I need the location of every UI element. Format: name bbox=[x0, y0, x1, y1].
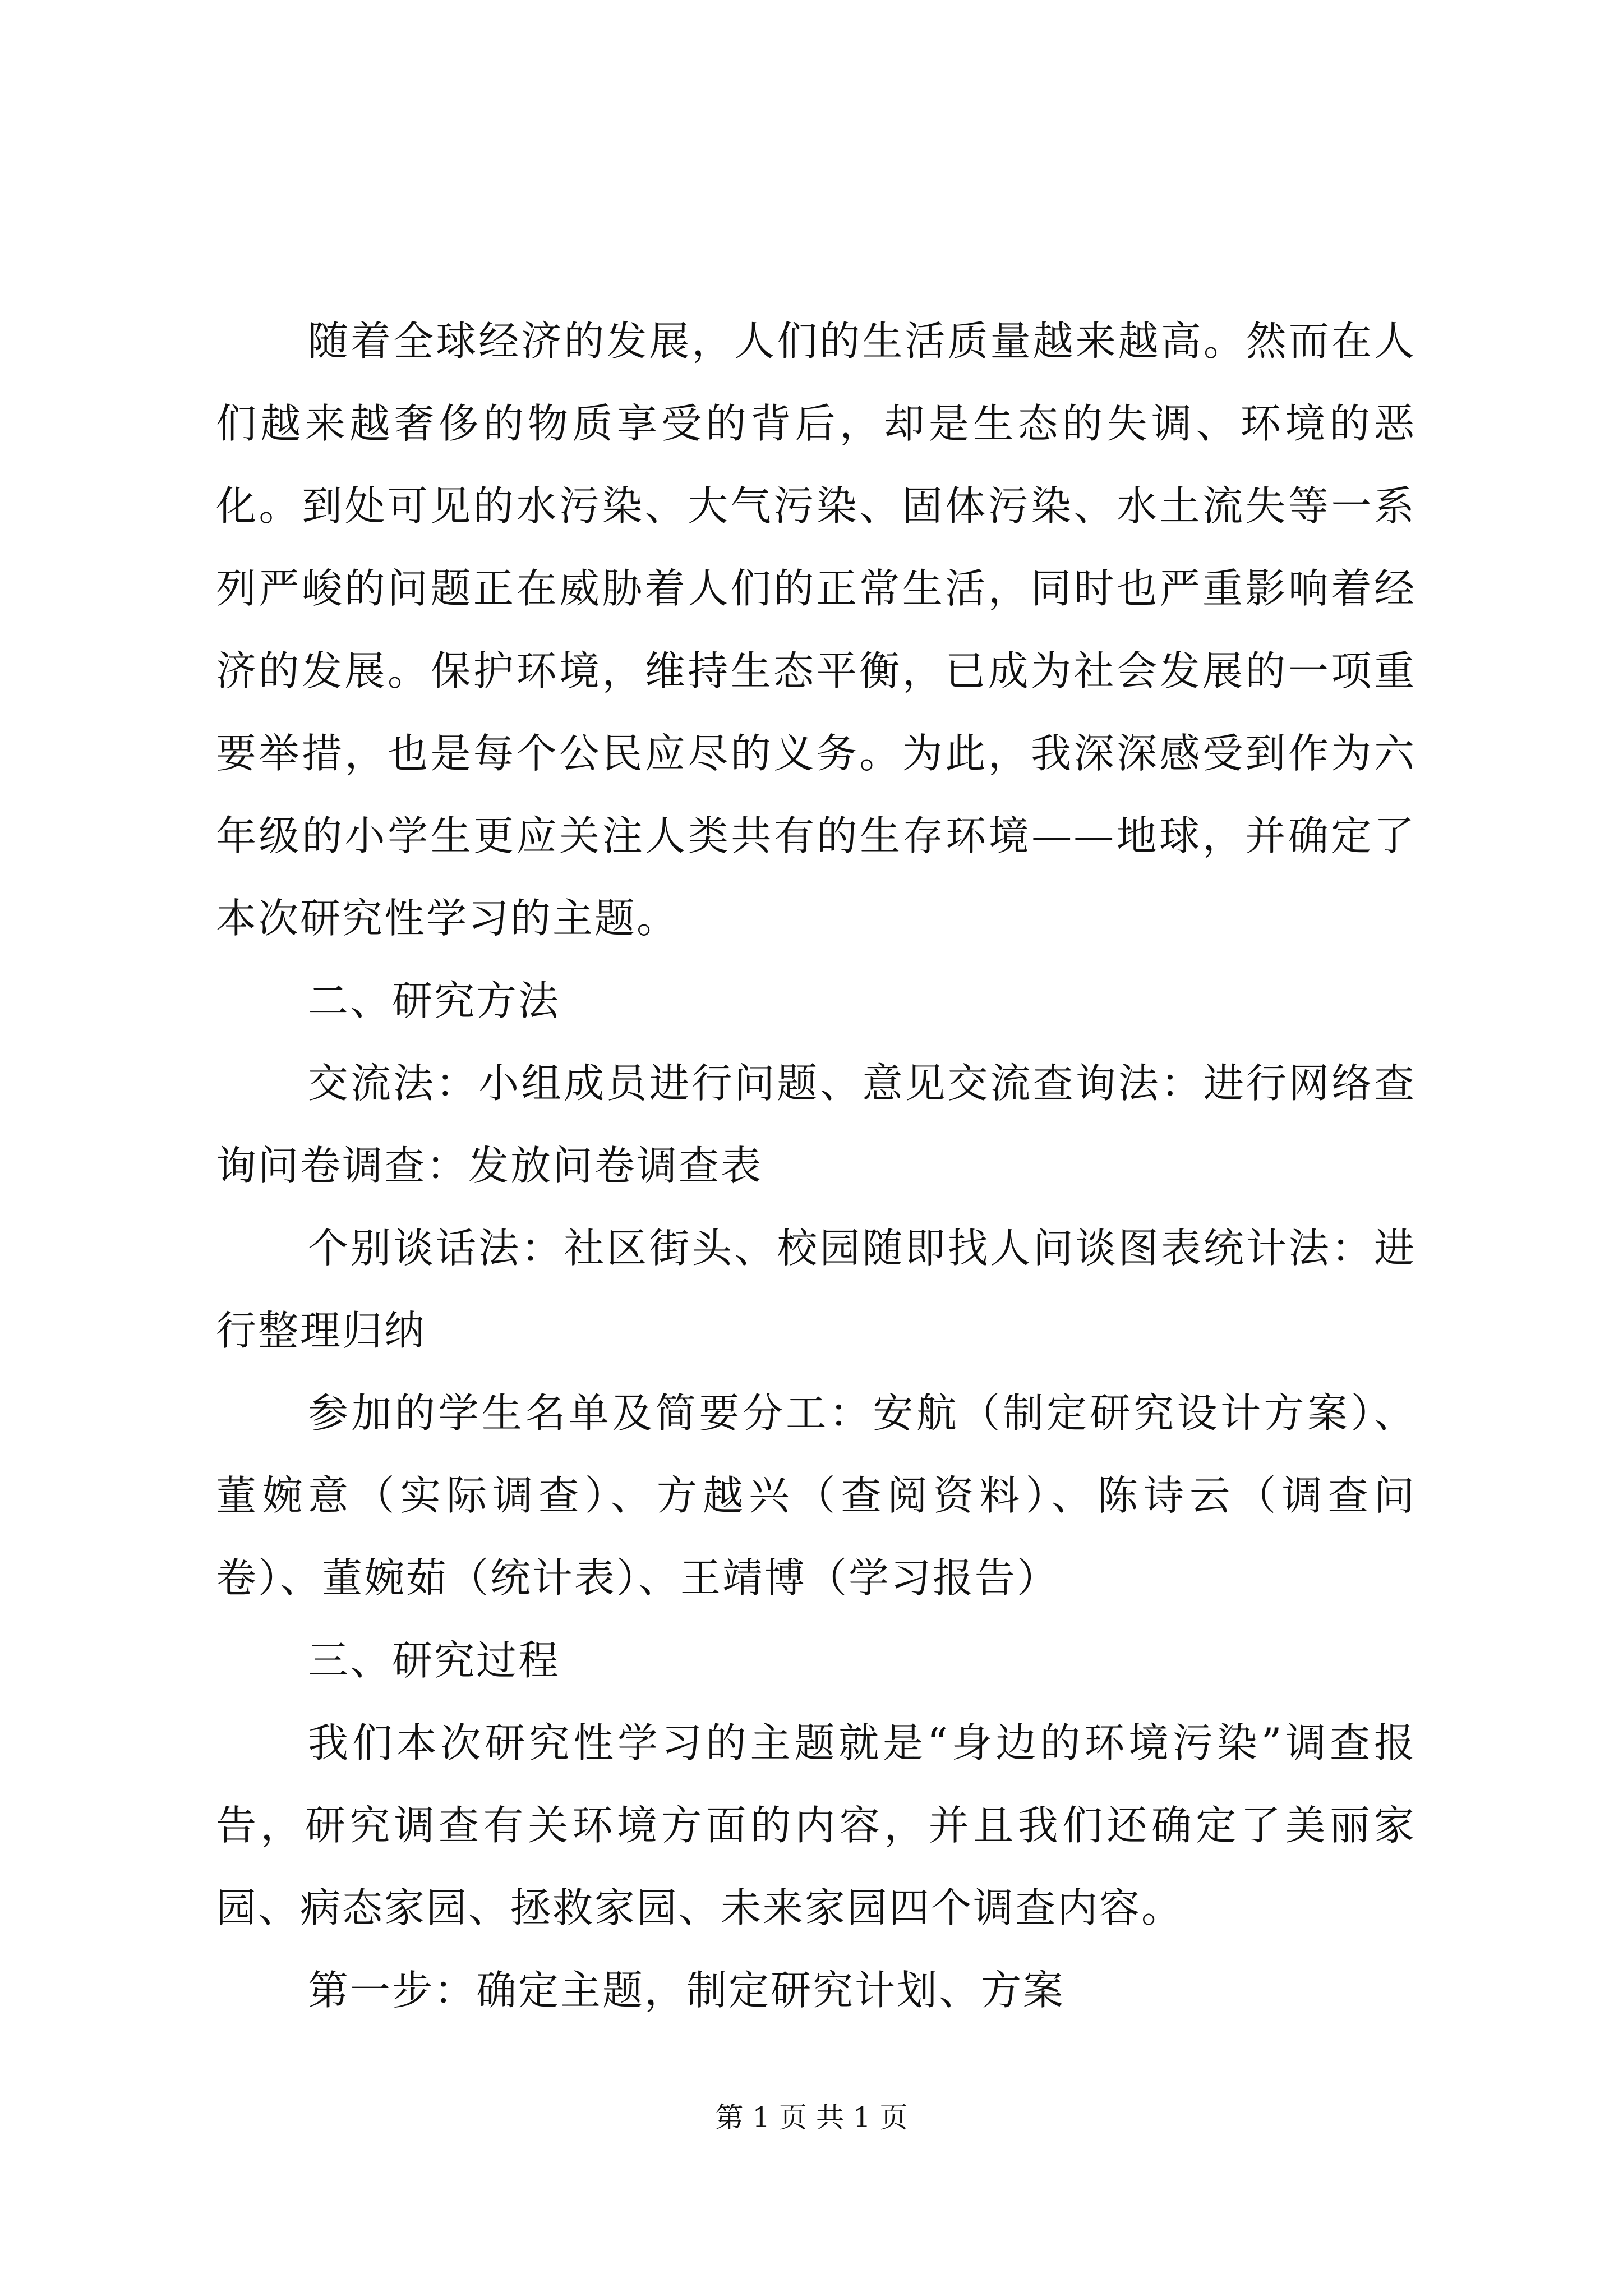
paragraph-participants: 参加的学生名单及简要分工：安航（制定研究设计方案）、董婉意（实际调查）、方越兴（查阅资料）、陈诗云（调查问卷）、董婉茹（统计表）、王靖博（学习报告） bbox=[216, 1389, 1416, 1602]
paragraph-introduction: 随着全球经济的发展，人们的生活质量越来越高。然而在人们越来越奢侈的物质享受的背后，却是生态的失调、环境的恶化。到处可见的水污染、大气污染、固体污染、水土流失等一系列严峻的问题正在威胁着人们的正常生活，同时也严重影响着经济的发展。保护环境，维持生态平衡，已成为社会发展的一项重要举措，也是每个公民应尽的义务。为此，我深深感受到作为六年级的小学生更应关注人类共有的生存环境——地球，并确定了本次研究性学习的主题。 bbox=[216, 318, 1416, 942]
page-number-footer: 第 1 页 共 1 页 bbox=[715, 2101, 908, 2134]
paragraph-step-one: 第一步：确定主题，制定研究计划、方案 bbox=[308, 1967, 1066, 2014]
document-body bbox=[216, 300, 1416, 2032]
paragraph-interview-method: 个别谈话法：社区街头、校园随即找人问谈图表统计法：进行整理归纳 bbox=[216, 1225, 1416, 1354]
heading-research-process: 三、研究过程 bbox=[308, 1637, 561, 1684]
paragraph-exchange-method: 交流法：小组成员进行问题、意见交流查询法：进行网络查询问卷调查：发放问卷调查表 bbox=[216, 1060, 1416, 1189]
paragraph-research-topic: 我们本次研究性学习的主题就是“身边的环境污染”调查报告，研究调查有关环境方面的内容，并且我们还确定了美丽家园、病态家园、拯救家园、未来家园四个调查内容。 bbox=[216, 1719, 1416, 1931]
heading-research-methods: 二、研究方法 bbox=[308, 977, 561, 1024]
